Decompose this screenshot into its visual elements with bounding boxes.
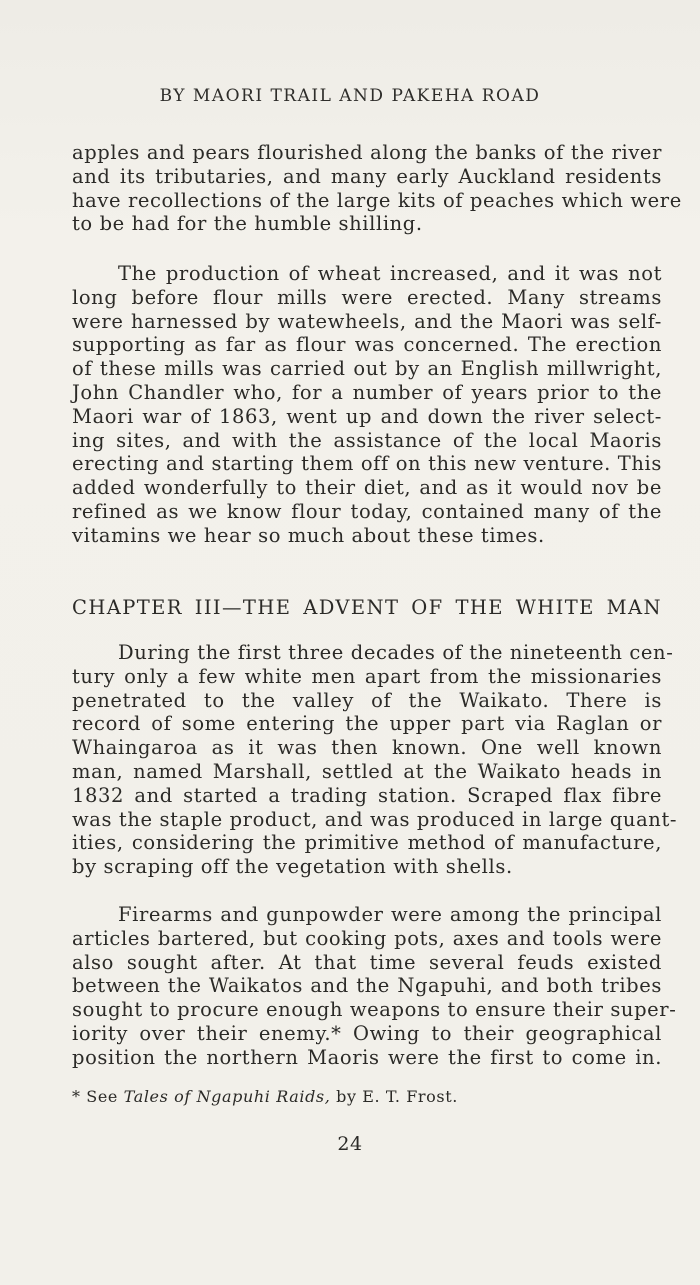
text-line: 1832 and started a trading station. Scraped flax fibre (72, 783, 662, 807)
text-line: between the Waikatos and the Ngapuhi, and both tribes (72, 974, 662, 998)
running-head: BY MAORI TRAIL AND PAKEHA ROAD (159, 86, 541, 106)
chapter-heading: CHAPTER III—THE ADVENT OF THE WHITE MAN (72, 596, 662, 619)
text-line: added wonderfully to their diet, and as it would nov be (72, 476, 662, 500)
footnote (72, 1087, 458, 1106)
text-line: sought to procure enough weapons to ensure their super- (72, 998, 677, 1022)
text-line: also sought after. At that time several feuds existed (72, 950, 662, 974)
page-number: 24 (337, 1133, 363, 1155)
paragraph-flour-mills (72, 262, 662, 548)
text-line: by scraping off the vegetation with shells. (72, 855, 513, 879)
paragraph-white-men (72, 641, 678, 879)
text-line: Maori war of 1863, went up and down the river select- (72, 404, 662, 428)
text-line: Firearms and gunpowder were among the principal (118, 903, 662, 926)
footnote-marker: * See (72, 1087, 118, 1106)
text-line: and its tributaries, and many early Auckland residents (72, 164, 662, 188)
text-line: During the first three decades of the nineteenth cen- (118, 641, 674, 664)
text-line: apples and pears flourished along the banks of the river (72, 141, 662, 164)
text-line: penetrated to the valley of the Waikato. There is (72, 688, 662, 712)
text-line: have recollections of the large kits of peaches which were (72, 188, 682, 212)
text-line: record of some entering the upper part via Raglan or (72, 712, 662, 736)
text-line: were harnessed by watewheels, and the Maori was self- (72, 309, 662, 333)
text-line: Whaingaroa as it was then known. One well known (72, 736, 662, 760)
text-line: of these mills was carried out by an English millwright, (72, 357, 662, 381)
text-line: was the staple product, and was produced in large quant- (72, 807, 678, 831)
text-line: man, named Marshall, settled at the Waikato heads in (72, 759, 662, 783)
footnote-title: Tales of Ngapuhi Raids, (123, 1087, 331, 1106)
paragraph-apples (72, 141, 682, 236)
text-line: position the northern Maoris were the first to come in. (72, 1045, 662, 1069)
text-line: to be had for the humble shilling. (72, 212, 423, 236)
text-line: John Chandler who, for a number of years prior to the (72, 380, 662, 404)
text-line: erecting and starting them off on this new venture. This (72, 452, 662, 476)
text-line: ities, considering the primitive method of manufacture, (72, 831, 662, 855)
text-line: vitamins we hear so much about these times. (72, 523, 545, 547)
text-line: long before flour mills were erected. Many streams (72, 285, 662, 309)
text-line: tury only a few white men apart from the missionaries (72, 664, 662, 688)
text-line: iority over their enemy.* Owing to their geographical (72, 1021, 662, 1045)
paragraph-firearms (72, 903, 677, 1070)
text-line: ing sites, and with the assistance of the local Maoris (72, 428, 662, 452)
text-line: refined as we know flour today, contained many of the (72, 499, 662, 523)
text-line: articles bartered, but cooking pots, axes and tools were (72, 926, 662, 950)
text-line: supporting as far as flour was concerned. The erection (72, 333, 662, 357)
text-line: The production of wheat increased, and it was not (118, 262, 662, 285)
footnote-author: by E. T. Frost. (336, 1087, 458, 1106)
